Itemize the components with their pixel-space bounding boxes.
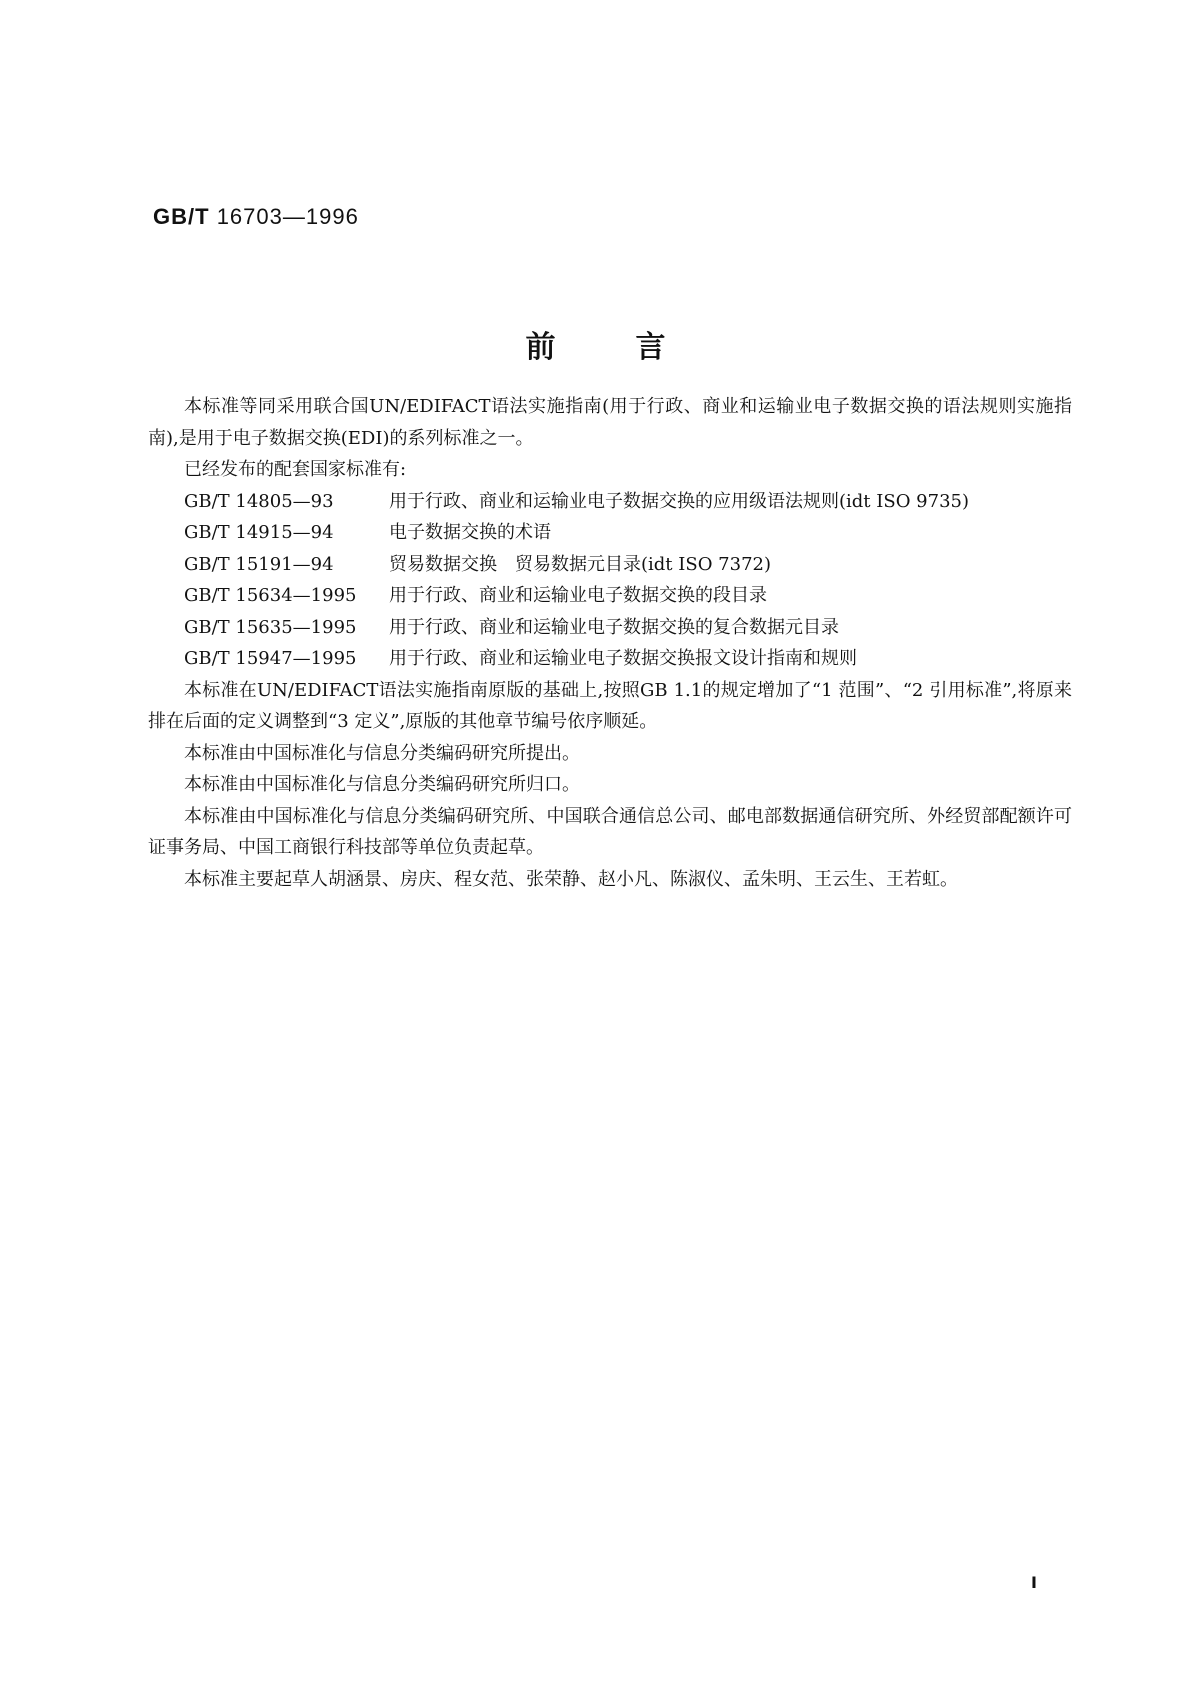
standard-title: 用于行政、商业和运输业电子数据交换的复合数据元目录 bbox=[389, 616, 839, 638]
standard-prefix: GB/T bbox=[153, 204, 210, 229]
standard-number-header bbox=[153, 204, 359, 230]
standard-code: GB/T 14915—94 bbox=[184, 522, 334, 543]
paragraph-drafting-units: 本标准由中国标准化与信息分类编码研究所、中国联合通信总公司、邮电部数据通信研究所、外经贸部配额许可证事务局、中国工商银行科技部等单位负责起草。 bbox=[148, 805, 1072, 858]
standard-list-item bbox=[148, 549, 1072, 581]
standard-code: GB/T 14805—93 bbox=[184, 490, 334, 512]
standard-list-item bbox=[148, 612, 1072, 644]
standard-title: 用于行政、商业和运输业电子数据交换报文设计指南和规则 bbox=[389, 648, 857, 669]
standard-code: GB/T 15635—1995 bbox=[184, 616, 357, 638]
standard-number: 16703—1996 bbox=[216, 204, 359, 229]
page-number: Ⅰ bbox=[1031, 1573, 1037, 1592]
standard-title: 贸易数据交换 贸易数据元目录(idt ISO 7372) bbox=[389, 553, 772, 575]
standard-list-item bbox=[148, 580, 1072, 612]
standard-code: GB/T 15191—94 bbox=[184, 553, 334, 575]
standard-code: GB/T 15634—1995 bbox=[184, 585, 357, 606]
standard-list-item bbox=[148, 643, 1072, 675]
page-title: 前言 bbox=[525, 330, 746, 365]
paragraph-administrator: 本标准由中国标准化与信息分类编码研究所归口。 bbox=[184, 774, 580, 795]
standard-title: 电子数据交换的术语 bbox=[389, 522, 551, 543]
foreword-body bbox=[148, 391, 1072, 895]
standard-title: 用于行政、商业和运输业电子数据交换的应用级语法规则(idt ISO 9735) bbox=[389, 490, 970, 512]
standard-list-item bbox=[148, 486, 1072, 518]
standard-title: 用于行政、商业和运输业电子数据交换的段目录 bbox=[389, 585, 767, 606]
paragraph-related-standards-intro: 已经发布的配套国家标准有: bbox=[184, 459, 407, 480]
standard-list-item bbox=[148, 517, 1072, 549]
paragraph-intro: 本标准等同采用联合国UN/EDIFACT语法实施指南(用于行政、商业和运输业电子数据交换的语法规则实施指南),是用于电子数据交换(EDI)的系列标准之一。 bbox=[148, 396, 1072, 449]
standard-code: GB/T 15947—1995 bbox=[184, 648, 357, 669]
paragraph-proposer: 本标准由中国标准化与信息分类编码研究所提出。 bbox=[184, 742, 580, 764]
paragraph-additions: 本标准在UN/EDIFACT语法实施指南原版的基础上,按照GB 1.1的规定增加了“1 范围”、“2 引用标准”,将原来排在后面的定义调整到“3 定义”,原版的其他章节编号依序顺延。 bbox=[148, 679, 1072, 732]
paragraph-drafters: 本标准主要起草人胡涵景、房庆、程女范、张荣静、赵小凡、陈淑仪、孟朱明、王云生、王若虹。 bbox=[184, 868, 958, 890]
